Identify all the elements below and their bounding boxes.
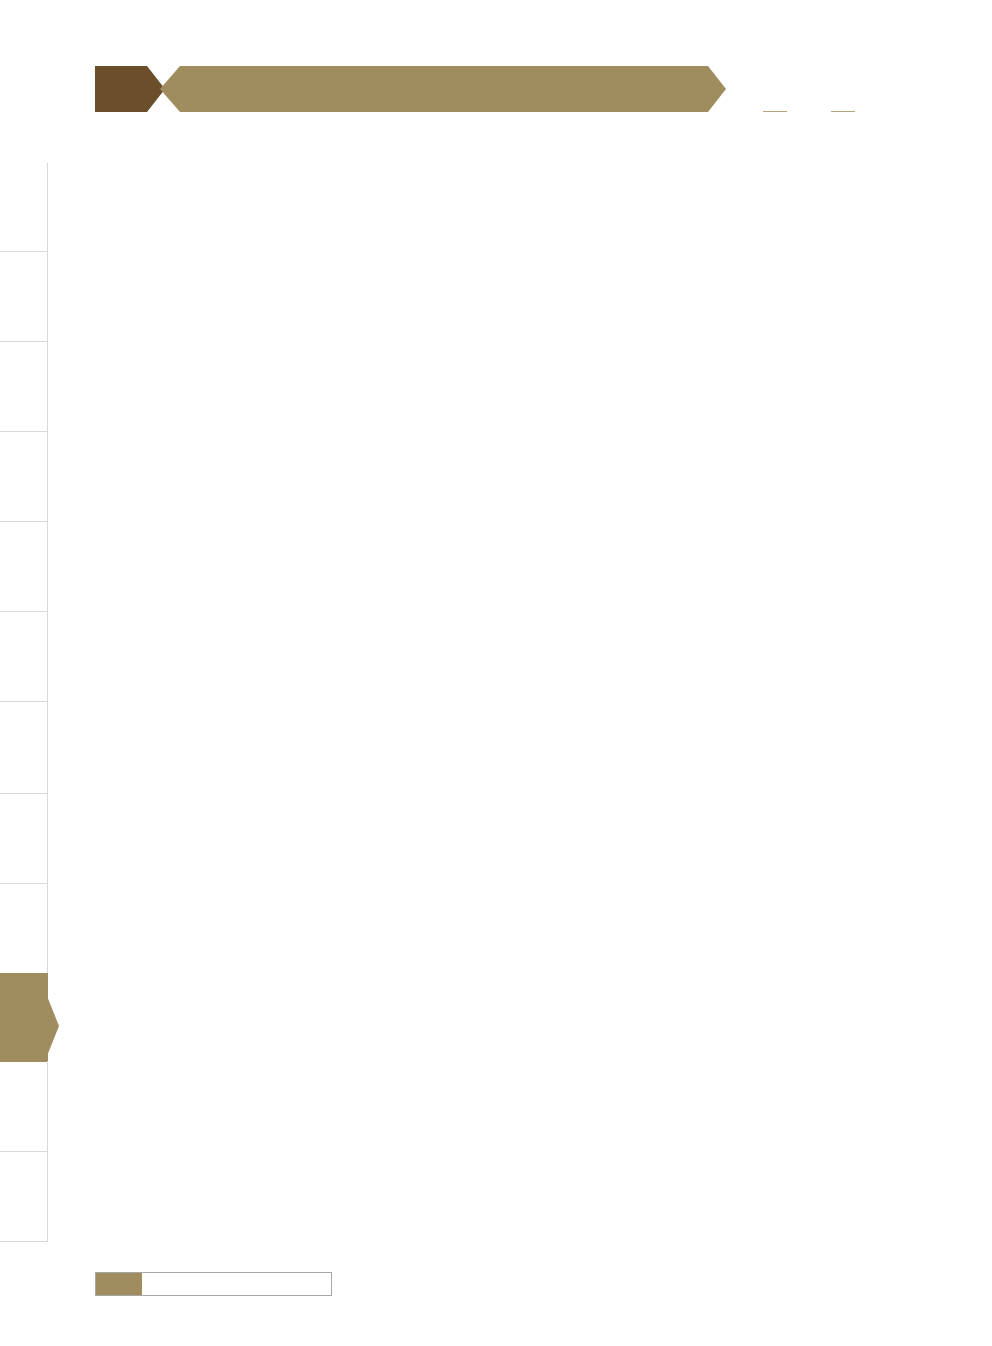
- sidebar-item-sliding[interactable]: [0, 163, 48, 252]
- sidebar-item-decorative[interactable]: [0, 1061, 48, 1152]
- sidebar-item-sunroom[interactable]: [0, 793, 48, 884]
- page-number: [96, 1273, 142, 1295]
- sidebar-item-retro-window[interactable]: [0, 701, 48, 794]
- header-dark-block: [95, 66, 165, 112]
- sidebar-item-heavy-sliding-door[interactable]: [0, 431, 48, 522]
- brand-logo: [757, 70, 867, 120]
- page-footer: [95, 1272, 332, 1296]
- sidebar-item-casement[interactable]: [0, 251, 48, 342]
- sidebar-item-thermal-screen[interactable]: [0, 341, 48, 432]
- sidebar-active-notch: [47, 996, 59, 1056]
- sidebar-item-floor-spring-door[interactable]: [0, 521, 48, 612]
- sidebar-item-pergola[interactable]: [0, 883, 48, 974]
- sidebar-item-flat-bar[interactable]: [0, 1151, 48, 1242]
- sidebar-item-curtain-wall[interactable]: [0, 973, 48, 1062]
- sidebar-item-folding-door[interactable]: [0, 611, 48, 702]
- header-title-band: [160, 66, 726, 112]
